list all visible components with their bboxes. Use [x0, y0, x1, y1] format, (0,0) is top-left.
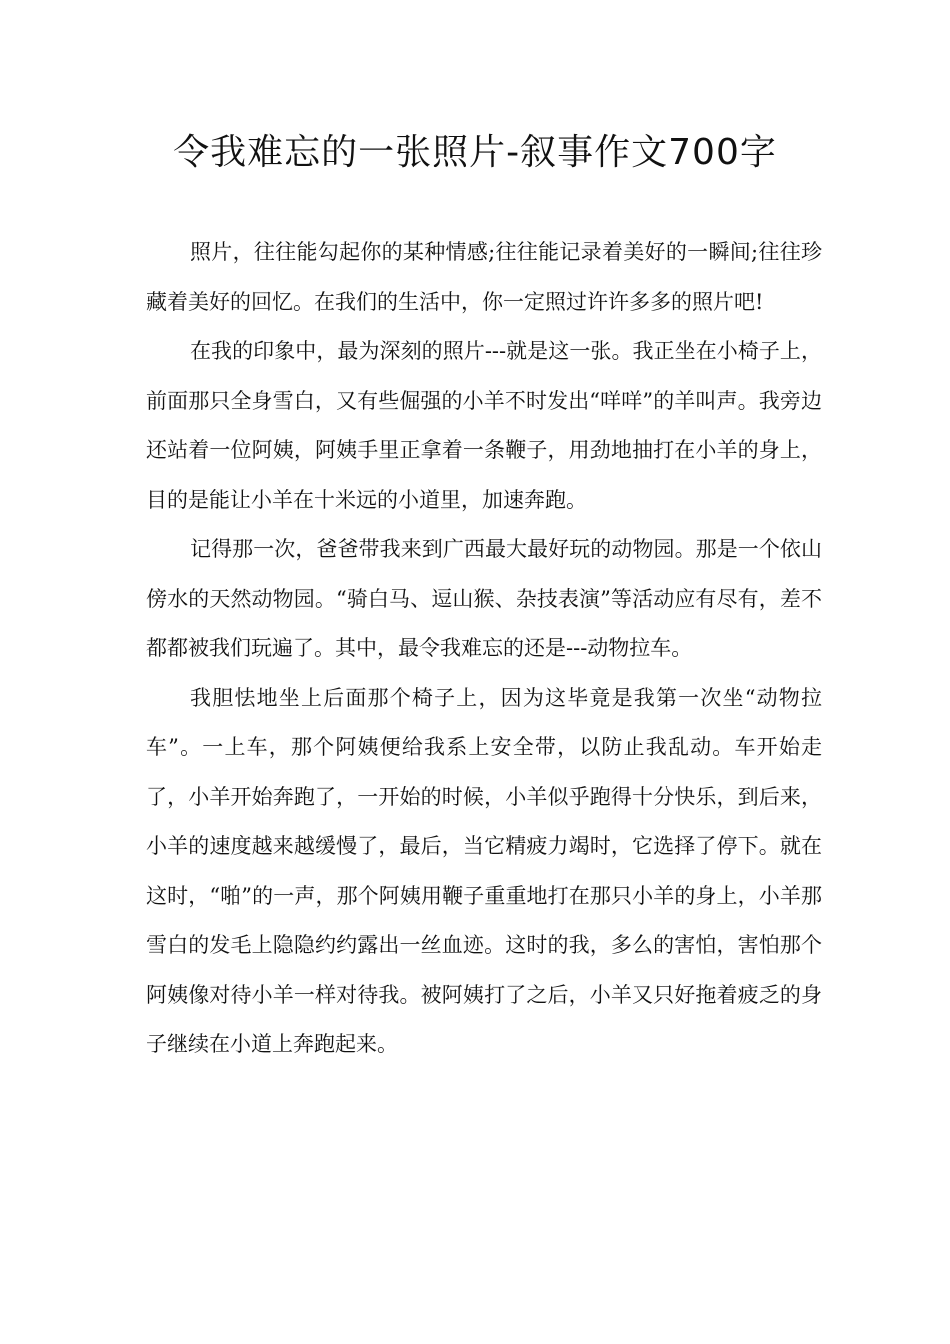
- paragraph-1: 照片，往往能勾起你的某种情感;往往能记录着美好的一瞬间;往往珍藏着美好的回忆。在我们的生活中，你一定照过许许多多的照片吧!: [146, 240, 822, 314]
- paragraph-4: 我胆怯地坐上后面那个椅子上，因为这毕竟是我第一次坐“动物拉车”。一上车，那个阿姨便给我系上安全带，以防止我乱动。车开始走了，小羊开始奔跑了，一开始的时候，小羊似乎跑得十分快乐，到后来，小羊的速度越来越缓慢了，最后，当它精疲力竭时，它选择了停下。就在这时，“啪”的一声，那个阿姨用鞭子重重地打在那只小羊的身上，小羊那雪白的发毛上隐隐约约露出一丝血迹。这时的我，多么的害怕，害怕那个阿姨像对待小羊一样对待我。被阿姨打了之后，小羊又只好拖着疲乏的身子继续在小道上奔跑起来。: [146, 685, 822, 1056]
- paragraph-3: 记得那一次，爸爸带我来到广西最大最好玩的动物园。那是一个依山傍水的天然动物园。“骑白马、逗山猴、杂技表演”等活动应有尽有，差不都都被我们玩遍了。其中，最令我难忘的还是---动物拉车。: [146, 537, 822, 660]
- paragraph-2: 在我的印象中，最为深刻的照片---就是这一张。我正坐在小椅子上，前面那只全身雪白，又有些倔强的小羊不时发出“咩咩”的羊叫声。我旁边还站着一位阿姨，阿姨手里正拿着一条鞭子，用劲地抽打在小羊的身上，目的是能让小羊在十米远的小道里，加速奔跑。: [146, 339, 822, 512]
- document-body: [146, 228, 822, 1070]
- document-title: 令我难忘的一张照片-叙事作文700字: [173, 132, 777, 173]
